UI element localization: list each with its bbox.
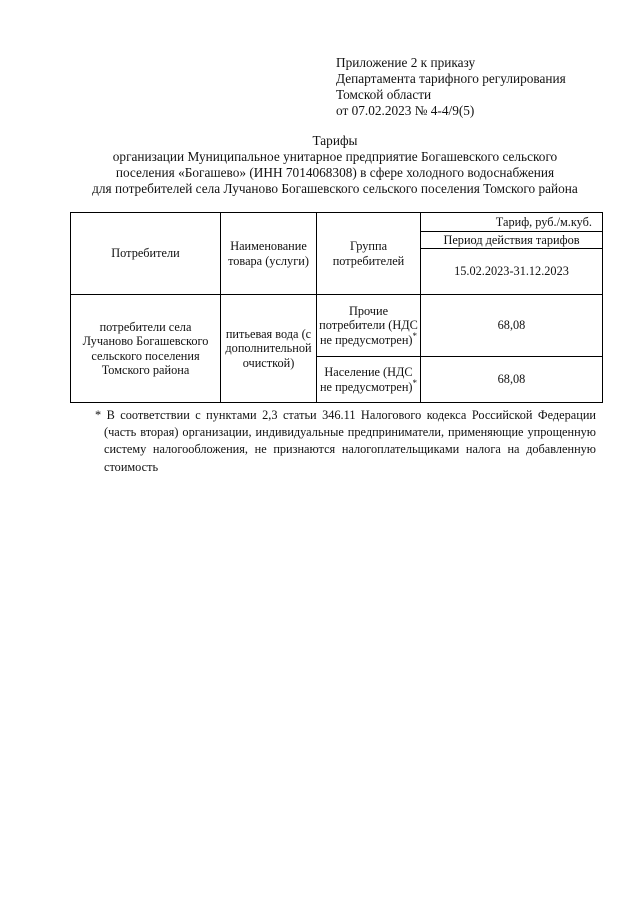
title-line-3: для потребителей села Лучаново Богашевского сельского поселения Томского района xyxy=(92,181,578,196)
footnote-mark: * xyxy=(412,330,418,341)
table-row xyxy=(71,295,603,357)
product-cell: питьевая вода (с дополнительной очисткой) xyxy=(221,295,317,403)
appendix-line-3: Томской области xyxy=(336,87,432,102)
group-label: Прочие потребители (НДС не предусмотрен) xyxy=(319,303,418,347)
group-cell xyxy=(317,357,421,403)
footnote: * В соответствии с пунктами 2,3 статьи 346.11 Налогового кодекса Российской Федерации (часть вторая) организации, индивидуальные предприниматели, применяющие упрощенную систему налогообложения, не признаются налогоплательщиками налога на добавленную стоимость xyxy=(95,408,596,474)
header-consumers: Потребители xyxy=(71,213,221,295)
tariff-value-cell: 68,08 xyxy=(421,295,603,357)
group-label: Население (НДС не предусмотрен) xyxy=(319,365,413,394)
consumer-cell: потребители села Лучаново Богашевского сельского поселения Томского района xyxy=(71,295,221,403)
header-group: Группа потребителей xyxy=(317,213,421,295)
group-cell xyxy=(317,295,421,357)
table-header-row xyxy=(71,213,603,232)
appendix-line-1: Приложение 2 к приказу xyxy=(336,55,476,70)
title-line-1: организации Муниципальное унитарное предприятие Богашевского сельского xyxy=(112,149,558,164)
footnote-mark: * xyxy=(412,377,418,388)
appendix-line-4: от 07.02.2023 № 4-4/9(5) xyxy=(336,103,475,118)
tariff-table xyxy=(70,212,603,403)
header-tariff: Тариф, руб./м.куб. xyxy=(421,213,603,232)
title-heading: Тарифы xyxy=(312,133,358,148)
appendix-line-2: Департамента тарифного регулирования xyxy=(336,71,566,86)
tariff-value-cell: 68,08 xyxy=(421,357,603,403)
appendix-block xyxy=(336,55,626,119)
header-period-label: Период действия тарифов xyxy=(421,232,603,249)
document-title xyxy=(60,133,610,197)
title-line-2: поселения «Богашево» (ИНН 7014068308) в сфере холодного водоснабжения xyxy=(115,165,555,180)
header-period: 15.02.2023-31.12.2023 xyxy=(421,249,603,295)
header-product: Наименование товара (услуги) xyxy=(221,213,317,295)
